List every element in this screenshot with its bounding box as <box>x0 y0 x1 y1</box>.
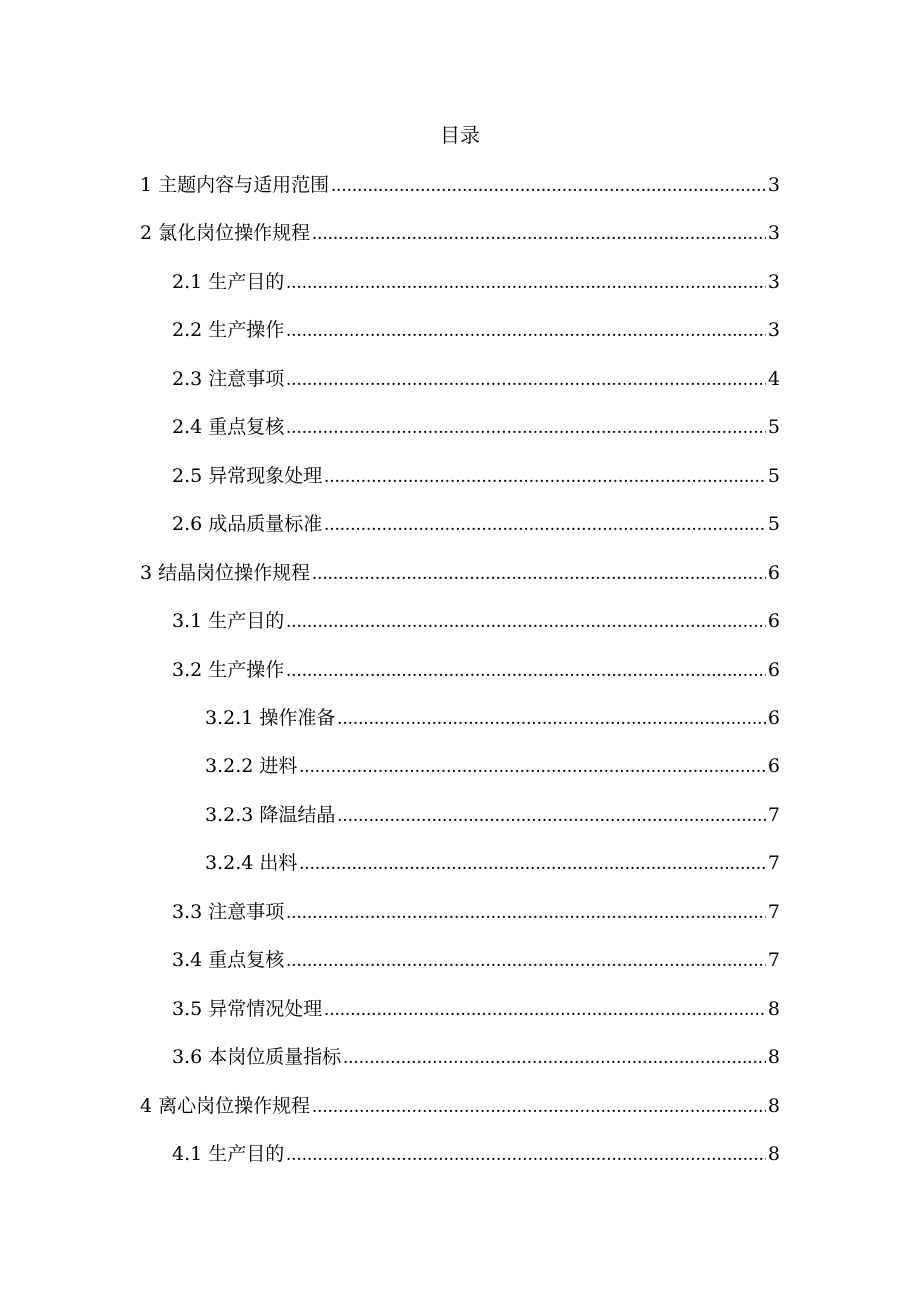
toc-title: 目录 <box>440 123 480 147</box>
toc-page-number: 8 <box>767 1094 780 1117</box>
toc-page-number: 8 <box>767 1046 780 1069</box>
toc-entry-title: 2.5 异常现象处理 <box>172 464 323 487</box>
toc-page-number: 6 <box>767 658 780 681</box>
toc-entry[interactable] <box>140 170 780 200</box>
toc-dot-leader <box>331 171 766 200</box>
toc-page-number: 6 <box>767 755 780 778</box>
toc-entry-title: 1 主题内容与适用范围 <box>140 174 330 196</box>
toc-dot-leader <box>286 898 766 927</box>
toc-dot-leader <box>286 316 766 345</box>
toc-entry-title: 2.6 成品质量标准 <box>172 513 323 536</box>
toc-dot-leader <box>337 801 766 830</box>
toc-page-number: 6 <box>767 610 780 633</box>
toc-page-number: 7 <box>767 900 780 923</box>
toc-page-number: 4 <box>767 367 780 390</box>
toc-dot-leader <box>312 1092 766 1121</box>
toc-entry-title: 2.2 生产操作 <box>172 319 285 342</box>
toc-dot-leader <box>312 559 766 588</box>
toc-dot-leader <box>324 462 766 491</box>
toc-page-number: 3 <box>767 270 780 293</box>
toc-dot-leader <box>286 413 766 442</box>
toc-entry[interactable] <box>172 897 780 927</box>
toc-entry[interactable] <box>172 945 780 975</box>
toc-entry-title: 2.3 注意事项 <box>172 367 285 390</box>
toc-entry-title: 3 结晶岗位操作规程 <box>140 561 311 584</box>
toc-entry[interactable] <box>172 606 780 636</box>
toc-page-number: 6 <box>767 561 780 584</box>
toc-page-number: 3 <box>767 222 780 245</box>
toc-entry[interactable] <box>140 1091 780 1121</box>
toc-entry-title: 3.4 重点复核 <box>172 949 285 972</box>
toc-page-number: 3 <box>767 174 780 196</box>
toc-entry[interactable] <box>172 267 780 297</box>
toc-entry-title: 3.2 生产操作 <box>172 658 285 681</box>
toc-page-number: 5 <box>767 464 780 487</box>
toc-entry-title: 4.1 生产目的 <box>172 1143 285 1165</box>
toc-dot-leader <box>286 268 766 297</box>
toc-entry-title: 2.4 重点复核 <box>172 416 285 439</box>
toc-dot-leader <box>337 704 766 733</box>
toc-entry-title: 3.6 本岗位质量指标 <box>172 1046 342 1069</box>
toc-entry-title: 2 氯化岗位操作规程 <box>140 222 311 245</box>
toc-entry[interactable] <box>205 703 780 733</box>
toc-entry[interactable] <box>205 751 780 781</box>
toc-page-number: 8 <box>767 1143 780 1165</box>
toc-page-number: 8 <box>767 997 780 1020</box>
toc-entry[interactable] <box>172 315 780 345</box>
toc-dot-leader <box>324 995 766 1024</box>
toc-entry-title: 2.1 生产目的 <box>172 270 285 293</box>
toc-dot-leader <box>286 365 766 394</box>
toc-entry-title: 3.2.1 操作准备 <box>205 706 336 729</box>
toc-dot-leader <box>324 510 766 539</box>
toc-page-number: 5 <box>767 513 780 536</box>
toc-entry-title: 3.2.3 降温结晶 <box>205 803 336 826</box>
toc-entry[interactable] <box>172 412 780 442</box>
toc-dot-leader <box>299 752 766 781</box>
toc-page-number: 3 <box>767 319 780 342</box>
toc-page-number: 5 <box>767 416 780 439</box>
toc-entry-title: 3.3 注意事项 <box>172 900 285 923</box>
toc-entry[interactable] <box>172 364 780 394</box>
toc-entry[interactable] <box>172 1139 780 1169</box>
toc-dot-leader <box>299 849 766 878</box>
toc-dot-leader <box>343 1043 766 1072</box>
toc-page-number: 7 <box>767 949 780 972</box>
toc-page-number: 6 <box>767 706 780 729</box>
toc-dot-leader <box>286 656 766 685</box>
toc-dot-leader <box>312 219 766 248</box>
toc-entry-title: 3.2.4 出料 <box>205 852 298 875</box>
toc-entry-title: 4 离心岗位操作规程 <box>140 1094 311 1117</box>
toc-page-number: 7 <box>767 852 780 875</box>
toc-dot-leader <box>286 607 766 636</box>
toc-entry[interactable] <box>172 461 780 491</box>
toc-entry-title: 3.1 生产目的 <box>172 610 285 633</box>
toc-entry[interactable] <box>140 558 780 588</box>
toc-entry[interactable] <box>172 1042 780 1072</box>
toc-entry[interactable] <box>172 509 780 539</box>
toc-entry-title: 3.5 异常情况处理 <box>172 997 323 1020</box>
toc-entry[interactable] <box>172 994 780 1024</box>
toc-entry[interactable] <box>172 655 780 685</box>
toc-entry-title: 3.2.2 进料 <box>205 755 298 778</box>
toc-entry[interactable] <box>140 218 780 248</box>
toc-entry[interactable] <box>205 800 780 830</box>
toc-dot-leader <box>286 1140 766 1169</box>
toc-page-number: 7 <box>767 803 780 826</box>
toc-dot-leader <box>286 946 766 975</box>
toc-entry[interactable] <box>205 848 780 878</box>
